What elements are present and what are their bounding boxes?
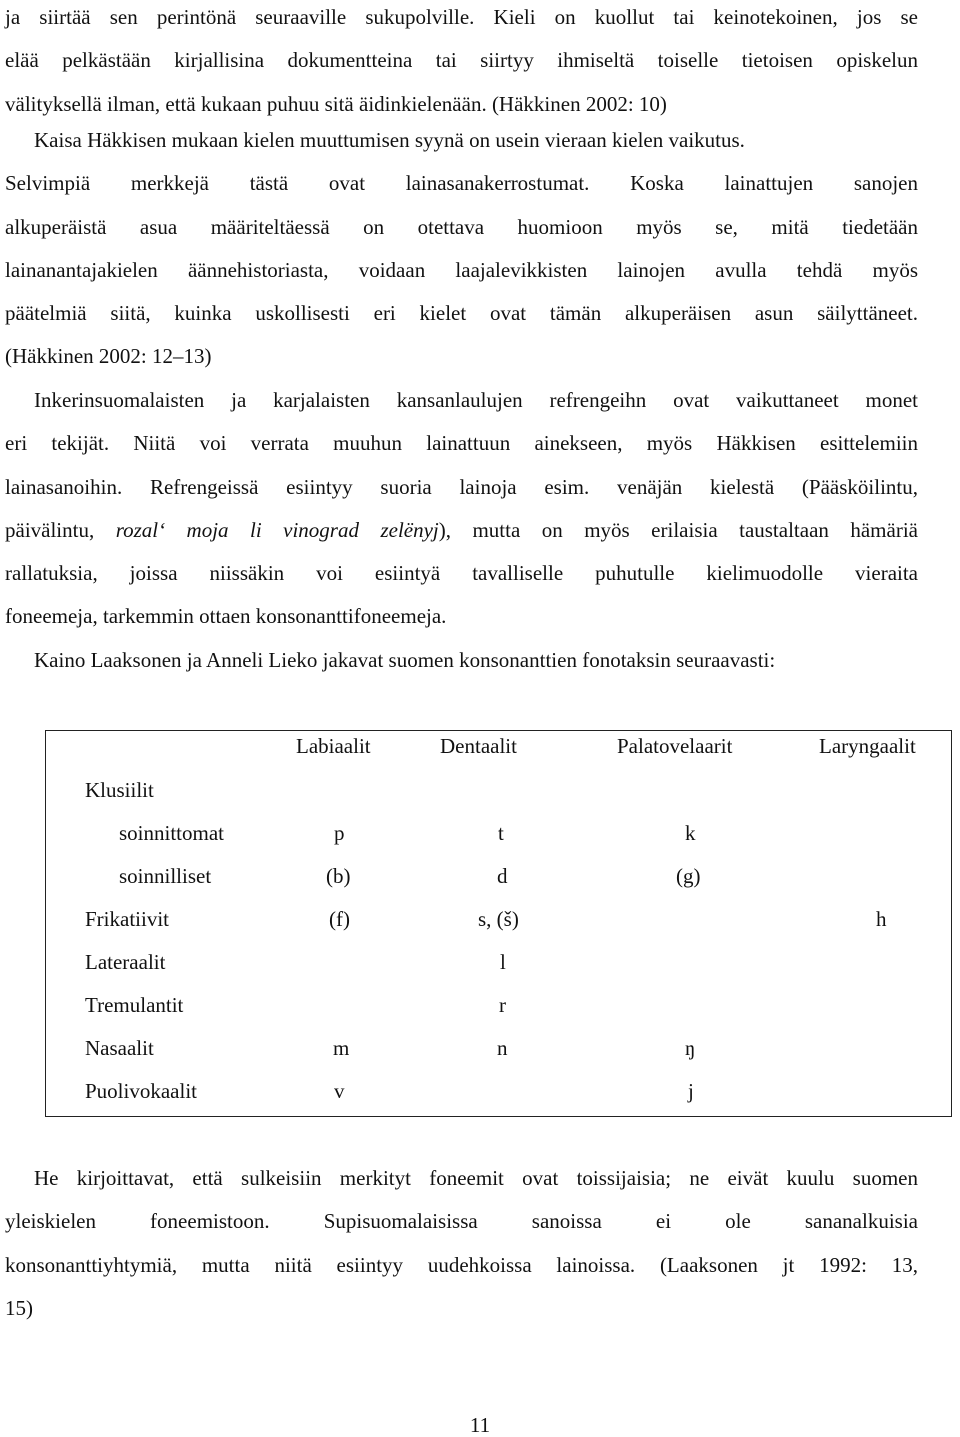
table-cell: l [500, 950, 506, 974]
text-segment: päivälintu, [5, 517, 116, 542]
table-cell: (g) [676, 864, 701, 888]
paragraph-4 [5, 639, 918, 682]
text-line: He kirjoittavat, että sulkeisiin merkityt foneemit ovat toissijaisia; ne eivät kuulu suomen [34, 1166, 918, 1190]
table-cell: s, (š) [478, 907, 519, 931]
row-label-soinnilliset: soinnilliset [119, 864, 212, 888]
text-line: 15) [5, 1295, 33, 1320]
paragraph-1 [5, 0, 918, 126]
column-header-laryngaalit: Laryngaalit [819, 734, 916, 758]
table-cell: (b) [326, 864, 351, 888]
text-line: foneemeja, tarkemmin ottaen konsonanttifoneemeja. [5, 604, 447, 629]
text-line: Kaisa Häkkisen mukaan kielen muuttumisen syynä on usein vieraan kielen vaikutus. [34, 128, 745, 152]
paragraph-2 [5, 119, 918, 379]
table-cell: ŋ [685, 1036, 696, 1060]
text-line: elää pelkästään kirjallisina dokumentteina tai siirtyy ihmiseltä toiselle tietoisen opiskelun [5, 48, 918, 73]
table-cell: n [497, 1036, 508, 1060]
text-line: yleiskielen foneemistoon. Supisuomalaisissa sanoissa ei ole sananalkuisia [5, 1209, 918, 1234]
paragraph-3 [5, 379, 918, 639]
table-cell: p [334, 821, 345, 845]
table-cell: h [876, 907, 887, 931]
text-line: eri tekijät. Niitä voi verrata muuhun lainattuun ainekseen, myös Häkkisen esittelemiin [5, 431, 918, 456]
column-header-dentaalit: Dentaalit [440, 734, 517, 758]
row-label-frikatiivit: Frikatiivit [85, 907, 169, 931]
page-number: 11 [469, 1413, 491, 1437]
text-line: konsonanttiyhtymiä, mutta niitä esiintyy uudehkoissa lainoissa. (Laaksonen jt 1992: 13, [5, 1252, 918, 1277]
row-label-lateraalit: Lateraalit [85, 950, 166, 974]
text-line: Inkerinsuomalaisten ja karjalaisten kansanlaulujen refrengeihn ovat vaikuttaneet monet [34, 388, 918, 412]
table-cell: m [333, 1036, 350, 1060]
text-line: Selvimpiä merkkejä tästä ovat lainasanakerrostumat. Koska lainattujen sanojen [5, 171, 918, 196]
text-line: päätelmiä siitä, kuinka uskollisesti eri kielet ovat tämän alkuperäisen asun säilyttäneet. [5, 301, 918, 326]
table-cell: t [498, 821, 504, 845]
text-line: Kaino Laaksonen ja Anneli Lieko jakavat suomen konsonanttien fonotaksin seuraavasti: [34, 648, 776, 672]
text-line: alkuperäistä asua määriteltäessä on otettava huomioon myös se, mitä tiedetään [5, 214, 918, 239]
text-line: (Häkkinen 2002: 12–13) [5, 344, 212, 369]
table-cell: v [334, 1079, 345, 1103]
row-label-soinnittomat: soinnittomat [119, 821, 224, 845]
table-cell: k [685, 821, 696, 845]
row-label-tremulantit: Tremulantit [85, 993, 184, 1017]
italic-quote: rozal‘ moja li vinograd zelënyj [115, 517, 439, 542]
table-cell: j [688, 1079, 694, 1103]
row-label-puolivokaalit: Puolivokaalit [85, 1079, 197, 1103]
text-line: rallatuksia, joissa niissäkin voi esiintyä tavalliselle puhutulle kielimuodolle vieraita [5, 561, 918, 586]
text-line: välityksellä ilman, että kukaan puhuu sitä äidinkielenään. (Häkkinen 2002: 10) [5, 91, 667, 116]
text-line [5, 509, 918, 552]
table-cell: r [499, 993, 506, 1017]
text-line: lainanantajakielen äännehistoriasta, voidaan laajalevikkisten lainojen avulla tehdä myös [5, 257, 918, 282]
table-cell: (f) [329, 907, 350, 931]
text-line: ja siirtää sen perintönä seuraaville sukupolville. Kieli on kuollut tai keinotekoinen, jos se [5, 5, 918, 29]
table-cell: d [497, 864, 508, 888]
column-header-labiaalit: Labiaalit [296, 734, 371, 758]
column-header-palatovelaarit: Palatovelaarit [617, 734, 733, 758]
paragraph-5 [5, 1157, 918, 1330]
row-label-klusiilit: Klusiilit [85, 778, 154, 802]
row-label-nasaalit: Nasaalit [85, 1036, 154, 1060]
text-segment: ), mutta on myös erilaisia taustaltaan hämäriä [438, 517, 918, 542]
text-line: lainasanoihin. Refrengeissä esiintyy suoria lainoja esim. venäjän kielestä (Pääsköilintu, [5, 474, 918, 499]
